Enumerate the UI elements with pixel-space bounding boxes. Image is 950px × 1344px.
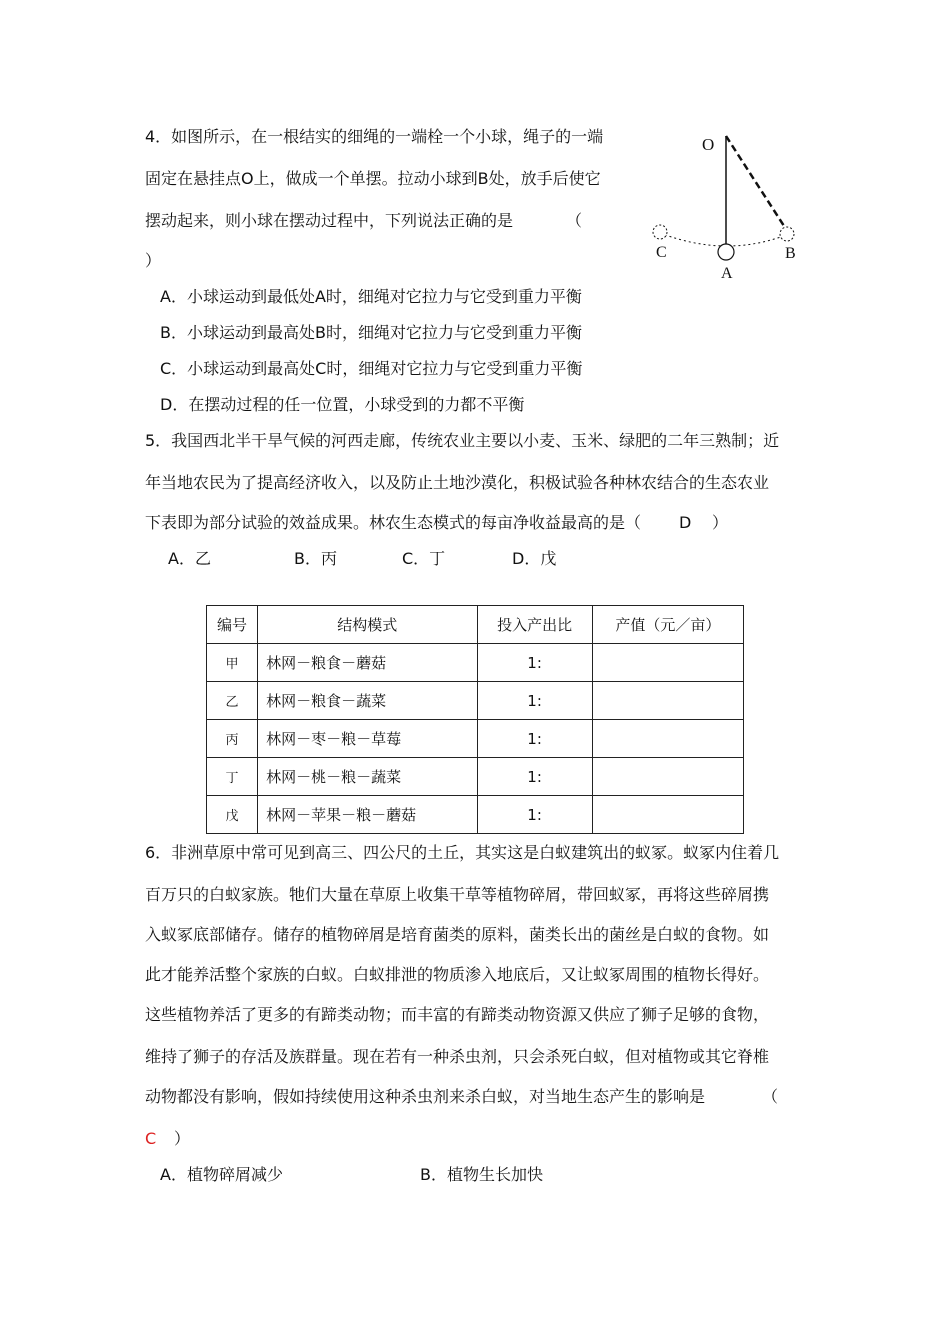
label-c: C	[656, 244, 667, 261]
cell-id: 甲	[207, 644, 258, 682]
cell-id: 丁	[207, 758, 258, 796]
q6-stem-line-6: 维持了狮子的存活及族群量。现在若有一种杀虫剂，只会杀死白蚁，但对植物或其它脊椎	[145, 1047, 770, 1066]
cell-model: 林网－苹果－粮－蘑菇	[258, 796, 477, 834]
ball-c	[653, 225, 667, 239]
cell-id: 戊	[207, 796, 258, 834]
table-row	[207, 796, 744, 834]
ball-a	[718, 244, 734, 260]
q4-stem-line-2: 固定在悬挂点O上，做成一个单摆。拉动小球到B处，放手后使它	[145, 169, 601, 188]
q4-option-a: A．小球运动到最低处A时，细绳对它拉力与它受到重力平衡	[160, 287, 582, 306]
table-row	[207, 758, 744, 796]
q6-answer: C	[145, 1129, 157, 1148]
q4-stem-line-3: 摆动起来，则小球在摆动过程中，下列说法正确的是	[145, 211, 514, 230]
q6-stem-line-7: 动物都没有影响，假如持续使用这种杀虫剂来杀白蚁，对当地生态产生的影响是	[145, 1087, 706, 1106]
q6-answer-close-paren: ）	[174, 1129, 191, 1148]
header-value: 产值（元／亩）	[592, 606, 743, 644]
cell-ratio: 1:	[477, 796, 592, 834]
q5-option-d: D．戊	[512, 549, 557, 568]
header-ratio: 投入产出比	[477, 606, 592, 644]
table-header-row	[207, 606, 744, 644]
cell-model: 林网－粮食－蘑菇	[258, 644, 477, 682]
q4-option-c: C．小球运动到最高处C时，细绳对它拉力与它受到重力平衡	[160, 359, 583, 378]
table-row	[207, 644, 744, 682]
header-id: 编号	[207, 606, 258, 644]
q4-answer-open-paren: （	[566, 211, 583, 230]
label-o: O	[702, 135, 715, 154]
cell-ratio: 1:	[477, 720, 592, 758]
q6-option-a: A．植物碎屑减少	[160, 1165, 283, 1184]
q4-answer-close-paren: ）	[145, 251, 162, 270]
q5-stem-line-3: 下表即为部分试验的效益成果。林农生态模式的每亩净收益最高的是（	[145, 513, 642, 532]
cell-ratio: 1:	[477, 644, 592, 682]
q6-stem-line-1: 6．非洲草原中常可见到高三、四公尺的土丘，其实这是白蚁建筑出的蚁冢。蚁冢内住着几	[145, 843, 780, 862]
q6-stem-line-5: 这些植物养活了更多的有蹄类动物；而丰富的有蹄类动物资源又供应了狮子足够的食物，	[145, 1005, 770, 1024]
q4-stem-line-1: 4．如图所示，在一根结实的细绳的一端栓一个小球，绳子的一端	[145, 127, 604, 146]
table-row	[207, 720, 744, 758]
cell-ratio: 1:	[477, 682, 592, 720]
header-model: 结构模式	[258, 606, 477, 644]
table-row	[207, 682, 744, 720]
cell-id: 丙	[207, 720, 258, 758]
cell-ratio: 1:	[477, 758, 592, 796]
cell-model: 林网－桃－粮－蔬菜	[258, 758, 477, 796]
pendulum-figure	[640, 128, 810, 283]
q6-answer-open-paren: （	[762, 1087, 779, 1106]
q6-stem-line-2: 百万只的白蚁家族。牠们大量在草原上收集干草等植物碎屑，带回蚁冢，再将这些碎屑携	[145, 885, 770, 904]
cell-model: 林网－粮食－蔬菜	[258, 682, 477, 720]
ball-b	[780, 227, 794, 241]
cell-value	[592, 720, 743, 758]
q5-option-b: B．丙	[294, 549, 337, 568]
cell-value	[592, 796, 743, 834]
label-b: B	[785, 245, 796, 262]
rope-displaced	[726, 136, 784, 226]
cell-id: 乙	[207, 682, 258, 720]
q5-answer: D	[679, 513, 692, 532]
q4-option-d: D．在摆动过程的任一位置，小球受到的力都不平衡	[160, 395, 525, 414]
q6-stem-line-4: 此才能养活整个家族的白蚁。白蚁排泄的物质渗入地底后，又让蚁冢周围的植物长得好。	[145, 965, 770, 984]
q5-answer-close-paren: ）	[712, 513, 729, 532]
cell-value	[592, 758, 743, 796]
cell-model: 林网－枣－粮－草莓	[258, 720, 477, 758]
cell-value	[592, 644, 743, 682]
cell-value	[592, 682, 743, 720]
q6-stem-line-3: 入蚁冢底部储存。储存的植物碎屑是培育菌类的原料，菌类长出的菌丝是白蚁的食物。如	[145, 925, 770, 944]
q5-option-a: A．乙	[168, 549, 211, 568]
q5-stem-line-1: 5．我国西北半干旱气候的河西走廊，传统农业主要以小麦、玉米、绿肥的二年三熟制；近	[145, 431, 780, 450]
q6-option-b: B．植物生长加快	[420, 1165, 543, 1184]
q4-option-b: B．小球运动到最高处B时，细绳对它拉力与它受到重力平衡	[160, 323, 582, 342]
q5-results-table	[206, 605, 744, 834]
q5-stem-line-2: 年当地农民为了提高经济收入，以及防止土地沙漠化，积极试验各种林农结合的生态农业	[145, 473, 770, 492]
label-a: A	[721, 265, 733, 282]
q5-option-c: C．丁	[402, 549, 446, 568]
